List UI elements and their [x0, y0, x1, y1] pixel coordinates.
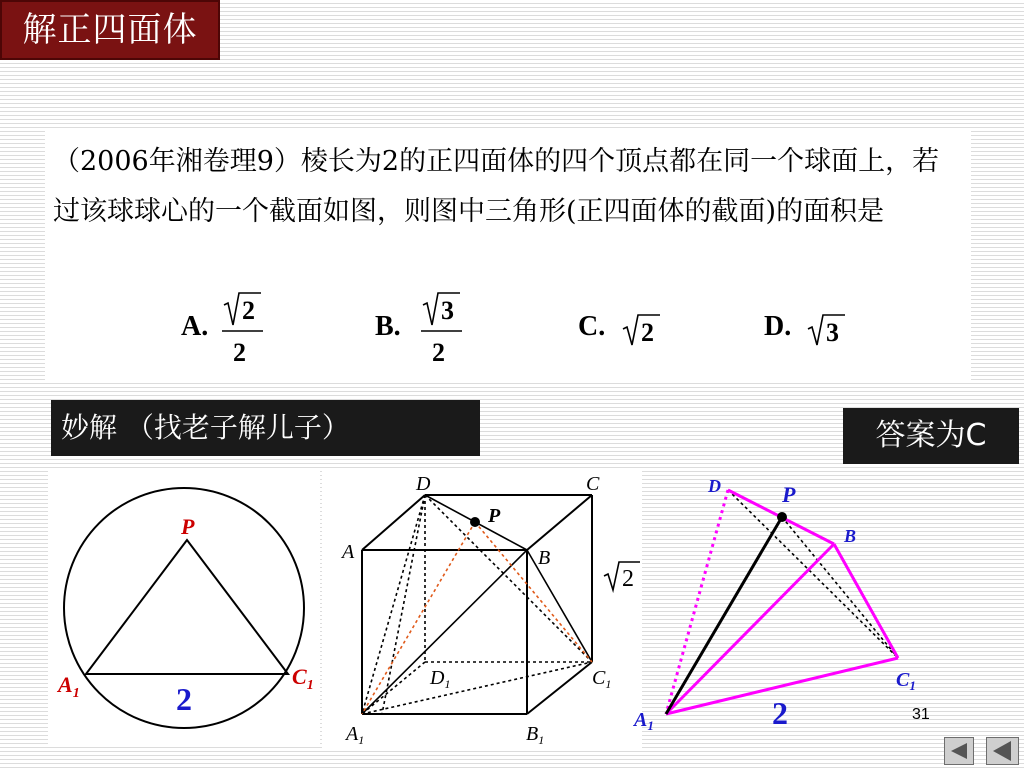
hidden-edge-pc: [782, 517, 898, 658]
edge-length-label: 2: [176, 681, 192, 717]
label-a1: $A_1$: [346, 723, 365, 747]
option-a: [181, 281, 271, 379]
cube-solid-edges: [362, 495, 592, 714]
section-triangle: [86, 540, 288, 674]
slide-title: 解正四面体: [0, 0, 220, 60]
option-c: [578, 281, 678, 379]
tetra-magenta-edges: [666, 490, 898, 714]
next-slide-button[interactable]: [986, 737, 1019, 765]
option-a-radicand: 2: [242, 296, 255, 325]
point-p: [777, 512, 787, 522]
figure-circle-section-svg: [48, 470, 320, 746]
page-number: 31: [912, 706, 930, 723]
answer-label: 答案为C: [843, 408, 1019, 464]
option-a-letter: A.: [181, 311, 209, 342]
label-b: B: [538, 547, 551, 569]
label-a: A: [342, 541, 355, 563]
option-d: [764, 281, 864, 379]
option-d-letter: D.: [764, 311, 792, 342]
figure-cube: [322, 470, 642, 748]
figure-tetrahedron-svg: [630, 470, 930, 750]
triangle-left-icon: [945, 738, 973, 764]
edge-length-label: 2: [772, 695, 788, 731]
question-text: （2006年湘卷理9）棱长为2的正四面体的四个顶点都在同一个球面上，若过该球球心的一个截面如图，则图中三角形(正四面体的截面)的面积是: [53, 146, 940, 227]
option-b-denominator: 2: [432, 338, 445, 367]
triangle-left-icon: [987, 738, 1018, 764]
figure-circle-section: [48, 470, 320, 746]
option-c-formula: [578, 281, 678, 371]
option-a-formula: [181, 281, 271, 371]
label-d: D: [416, 473, 431, 495]
previous-slide-button[interactable]: [944, 737, 974, 765]
option-b-letter: B.: [375, 311, 401, 342]
hidden-edges: [362, 495, 592, 714]
label-d1: $D_1$: [430, 667, 451, 691]
option-b: [375, 281, 465, 379]
hidden-edge-dc: [728, 490, 898, 658]
label-c: C: [586, 473, 600, 495]
figure-tetrahedron: [630, 470, 930, 750]
hidden-edge-da: [666, 490, 728, 714]
option-d-formula: [764, 281, 864, 371]
label-c1: $C_1$: [592, 667, 612, 691]
label-b1: $B_1$: [526, 723, 545, 747]
method-label: 妙解 （找老子解儿子）: [51, 400, 480, 456]
option-d-radicand: 3: [826, 318, 839, 347]
label-a1: $A_1$: [634, 709, 654, 733]
label-c1: $C_1$: [292, 664, 314, 693]
figure-cube-svg: [322, 470, 642, 748]
option-b-formula: [375, 281, 465, 371]
label-b: B: [844, 526, 857, 546]
label-p: P: [488, 505, 501, 527]
label-c1: $C_1$: [896, 669, 916, 693]
label-p: P: [782, 482, 796, 507]
option-c-radicand: 2: [641, 318, 654, 347]
edge-sqrt-radicand: 2: [622, 566, 634, 592]
tetra-solid-edges: [362, 495, 592, 714]
label-d: D: [708, 476, 721, 496]
point-p: [470, 517, 480, 527]
question-panel: [45, 131, 971, 380]
option-b-radicand: 3: [441, 296, 454, 325]
label-a1: $A_1$: [58, 672, 80, 701]
label-p: P: [181, 514, 195, 539]
option-a-denominator: 2: [233, 338, 246, 367]
option-c-letter: C.: [578, 311, 606, 342]
